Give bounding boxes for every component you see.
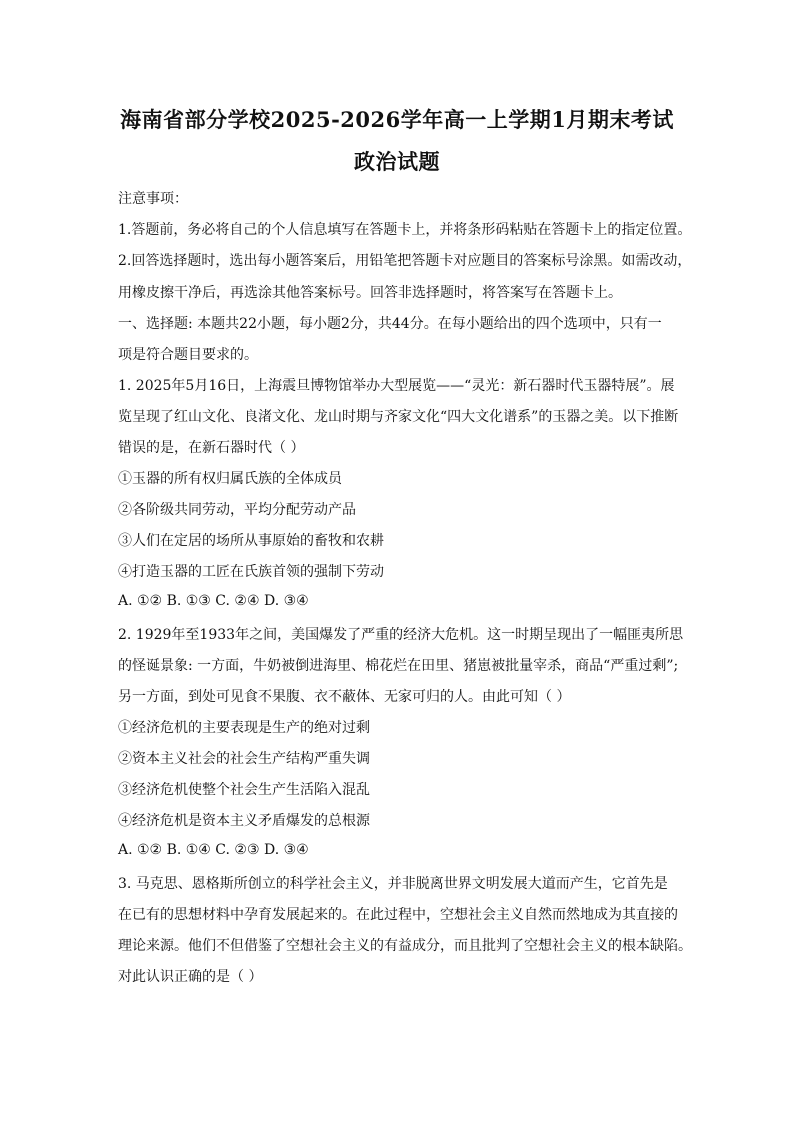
q1-option-2: ②各阶级共同劳动，平均分配劳动产品	[118, 502, 356, 518]
q1-stem-line-1: 1. 2025年5月16日，上海震旦博物馆举办大型展览——“灵光：新石器时代玉器特展”。展	[118, 378, 675, 394]
q3-stem-line-3: 理论来源。他们不但借鉴了空想社会主义的有益成分，而且批判了空想社会主义的根本缺陷。	[118, 938, 692, 954]
section-heading-line-2: 项是符合题目要求的。	[118, 347, 258, 363]
q1-stem-line-3: 错误的是，在新石器时代（ ）	[118, 440, 305, 456]
q2-stem-line-3: 另一方面，到处可见食不果腹、衣不蔽体、无家可归的人。由此可知（ ）	[118, 689, 571, 705]
q2-stem-line-2: 的怪诞景象: 一方面，牛奶被倒进海里、棉花烂在田里、猪崽被批量宰杀，商品“严重过剩”;	[118, 658, 679, 674]
q1-option-3: ③人们在定居的场所从事原始的畜牧和农耕	[118, 533, 384, 549]
note-item-1: 1.答题前，务必将自己的个人信息填写在答题卡上，并将条形码粘贴在答题卡上的指定位置。	[118, 222, 692, 238]
q3-stem-line-4: 对此认识正确的是（ ）	[118, 969, 263, 985]
q1-stem-line-2: 览呈现了红山文化、良渚文化、龙山时期与齐家文化“四大文化谱系”的玉器之美。以下推断	[118, 409, 679, 425]
q2-option-4: ④经济危机是资本主义矛盾爆发的总根源	[118, 813, 370, 829]
exam-title: 海南省部分学校2025-2026学年高一上学期1月期末考试	[120, 107, 674, 132]
exam-subtitle: 政治试题	[354, 149, 440, 174]
note-item-2-line-2: 用橡皮擦干净后，再选涂其他答案标号。回答非选择题时，将答案写在答题卡上。	[118, 285, 622, 301]
q2-option-1: ①经济危机的主要表现是生产的绝对过剩	[118, 720, 370, 736]
q1-answer-choices: A. ①② B. ①③ C. ②④ D. ③④	[118, 593, 309, 609]
q2-option-3: ③经济危机使整个社会生产生活陷入混乱	[118, 782, 370, 798]
section-heading-line-1: 一、选择题: 本题共22小题，每小题2分，共44分。在每小题给出的四个选项中，只有一	[118, 316, 662, 332]
q2-stem-line-1: 2. 1929年至1933年之间，美国爆发了严重的经济大危机。这一时期呈现出了一幅匪夷所思	[118, 627, 684, 643]
q2-answer-choices: A. ①② B. ①④ C. ②③ D. ③④	[118, 842, 309, 858]
notes-heading: 注意事项：	[118, 191, 188, 207]
q1-option-4: ④打造玉器的工匠在氏族首领的强制下劳动	[118, 564, 384, 580]
q2-option-2: ②资本主义社会的社会生产结构严重失调	[118, 751, 370, 767]
q3-stem-line-1: 3. 马克思、恩格斯所创立的科学社会主义，并非脱离世界文明发展大道而产生，它首先是	[118, 876, 668, 892]
q1-option-1: ①玉器的所有权归属氏族的全体成员	[118, 471, 342, 487]
q3-stem-line-2: 在已有的思想材料中孕育发展起来的。在此过程中，空想社会主义自然而然地成为其直接的	[118, 907, 678, 923]
note-item-2-line-1: 2.回答选择题时，选出每小题答案后，用铅笔把答题卡对应题目的答案标号涂黑。如需改动，	[118, 253, 692, 269]
